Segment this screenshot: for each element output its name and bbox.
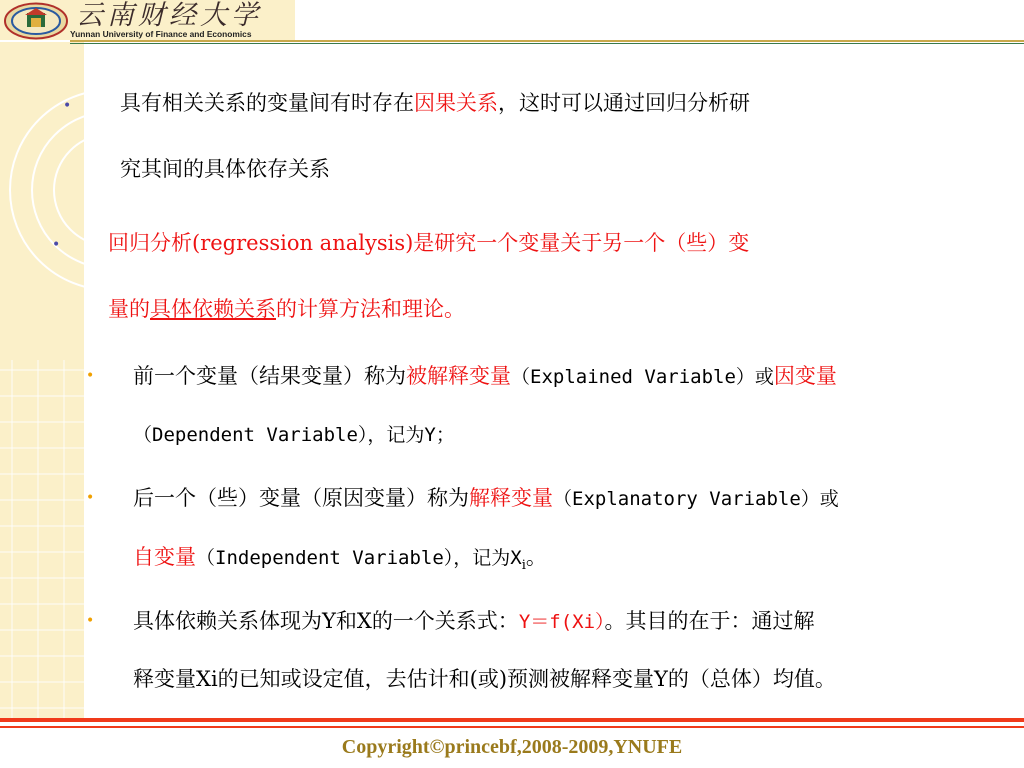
paragraph-1-line-2: 究其间的具体依存关系 <box>120 157 330 181</box>
text-segment: （Independent Variable），记为X <box>196 547 522 569</box>
paragraph-4-line-2 <box>133 542 547 581</box>
paragraph-2-line-2 <box>108 294 465 324</box>
text-segment: 前一个变量（结果变量）称为 <box>133 364 406 388</box>
highlight-dependent-variable: 因变量 <box>773 364 837 388</box>
text-segment: 具体依赖关系体现为Y和X的一个关系式： <box>133 609 519 633</box>
bullet-icon: • <box>86 368 95 384</box>
paragraph-3-line-1 <box>133 361 837 392</box>
highlight-formula: Y＝f(Xi） <box>518 611 605 633</box>
paragraph-5-line-2: 释变量Xi的已知或设定值，去估计和(或)预测被解释变量Y的（总体）均值。 <box>133 667 836 691</box>
highlight-causal: 因果关系 <box>414 91 498 115</box>
bullet-icon: • <box>86 490 95 506</box>
copyright-text: Copyright©princebf,2008-2009,YNUFE <box>341 736 683 758</box>
text-segment: ，这时可以通过回归分析研 <box>498 91 750 115</box>
bullet-icon: • <box>86 613 95 629</box>
text-segment: 的计算方法和理论。 <box>276 297 465 321</box>
text-segment: （Explanatory Variable）或 <box>553 488 839 510</box>
text-segment: 量的 <box>108 297 150 321</box>
paragraph-3-line-2: （Dependent Variable），记为Y； <box>133 424 455 446</box>
text-segment: 具有相关关系的变量间有时存在 <box>120 91 414 115</box>
text-segment: 后一个（些）变量（原因变量）称为 <box>133 486 469 510</box>
text-segment: （Explained Variable）或 <box>511 366 774 388</box>
paragraph-2-line-1 <box>108 228 749 258</box>
university-name-cn: 云南财经大学 <box>76 0 262 31</box>
highlight-explanatory-variable: 解释变量 <box>469 486 553 510</box>
paragraph-5-line-1 <box>133 606 815 637</box>
highlight-independent-variable: 自变量 <box>133 545 196 569</box>
paragraph-4-line-1 <box>133 483 839 514</box>
university-name-en: Yunnan University of Finance and Economics <box>70 29 252 39</box>
footer-divider-thick <box>0 718 1024 722</box>
text-segment: 。 <box>525 545 547 569</box>
bullet-icon: • <box>63 98 72 114</box>
highlight-explained-variable: 被解释变量 <box>406 364 511 388</box>
text-segment: 。其目的在于：通过解 <box>604 609 815 633</box>
subscript: i <box>521 558 526 574</box>
underlined-term: 具体依赖关系 <box>150 297 276 321</box>
regression-definition: 回归分析(regression analysis)是研究一个变量关于另一个（些）变 <box>108 231 750 255</box>
bullet-icon: • <box>52 237 61 253</box>
footer-divider-thin <box>0 726 1024 728</box>
paragraph-1-line-1 <box>120 88 750 118</box>
